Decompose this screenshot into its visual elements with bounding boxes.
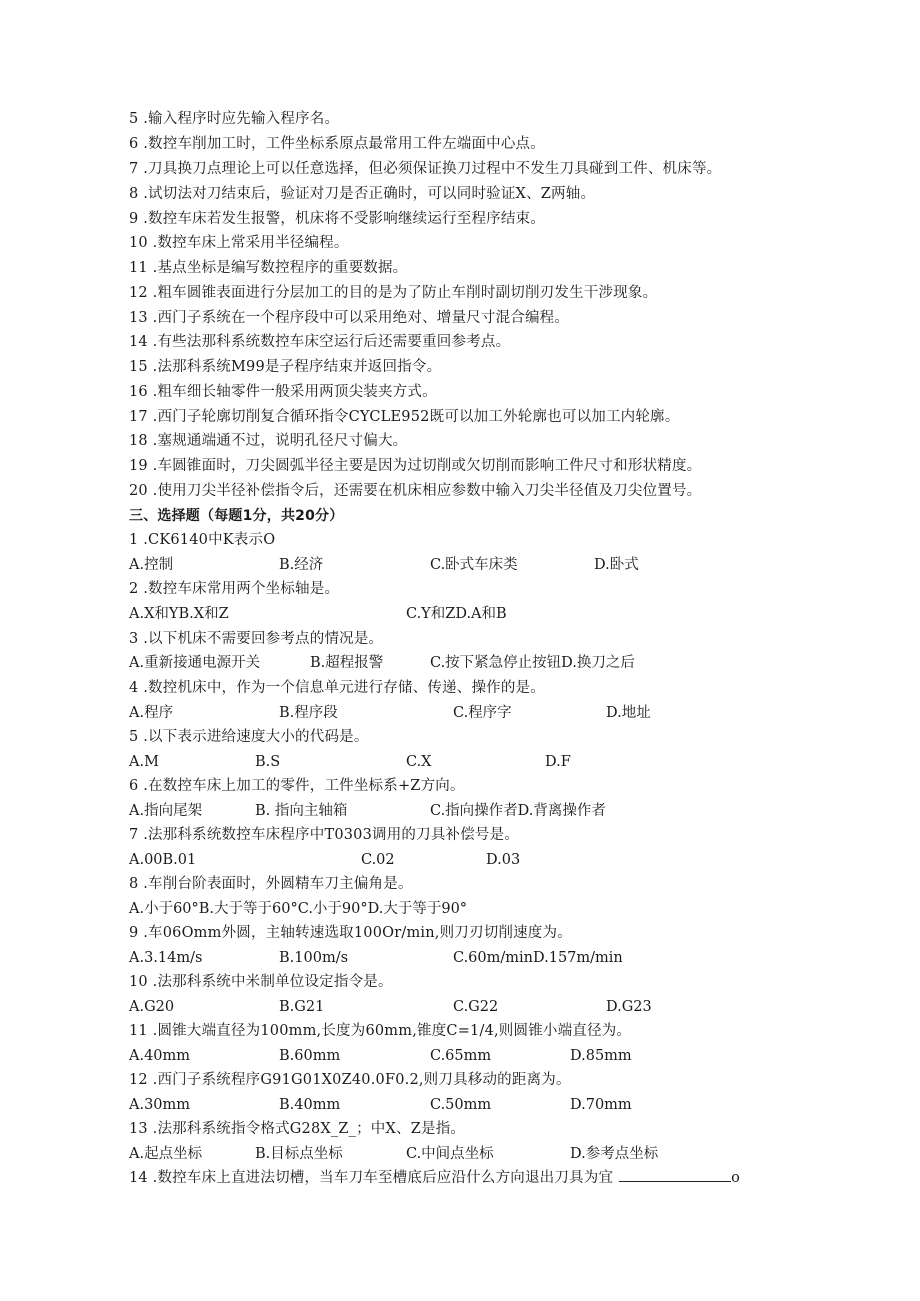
choice-option: A.重新接通电源开关: [129, 655, 261, 671]
judgement-item: 18 .塞规通端通不过，说明孔径尺寸偏大。: [129, 433, 408, 449]
choice-option: C.50mm: [430, 1097, 492, 1113]
judgement-item: 5 .输入程序时应先输入程序名。: [129, 111, 340, 127]
choice-option: C.指向操作者D.背离操作者: [430, 803, 606, 819]
question-tail: o: [731, 1170, 741, 1186]
choice-option: C.中间点坐标: [406, 1146, 494, 1162]
judgement-item: 7 .刀具换刀点理论上可以任意选择，但必须保证换刀过程中不发生刀具碰到工件、机床等。: [129, 161, 722, 177]
judgement-item: 10 .数控车床上常采用半径编程。: [129, 235, 349, 251]
choice-option: A.30mm: [129, 1097, 191, 1113]
question-text: 14 .数控车床上直进法切槽，当车刀车至槽底后应沿什么方向退出刀具为宜: [129, 1170, 614, 1186]
judgement-item: 8 .试切法对刀结束后，验证对刀是否正确时，可以同时验证X、Z两轴。: [129, 186, 596, 202]
choice-question: 1 .CK6140中K表示O: [129, 532, 276, 548]
choice-option: C.65mm: [430, 1048, 492, 1064]
choice-question: 4 .数控机床中，作为一个信息单元进行存储、传递、操作的是。: [129, 680, 545, 696]
choice-option: B.超程报警: [310, 655, 384, 671]
choice-question: 12 .西门子系统程序G91G01X0Z40.0F0.2,则刀具移动的距离为。: [129, 1072, 571, 1088]
choice-option: C.卧式车床类: [430, 557, 518, 573]
choice-option: D.G23: [606, 999, 652, 1015]
choice-option: D.卧式: [594, 557, 639, 573]
choice-option: B.40mm: [279, 1097, 341, 1113]
choice-option: A.小于60°B.大于等于60°C.小于90°D.大于等于90°: [129, 901, 468, 917]
choice-option: A.00B.01: [129, 852, 197, 868]
choice-question-last: [129, 1169, 740, 1187]
judgement-item: 13 .西门子系统在一个程序段中可以采用绝对、增量尺寸混合编程。: [129, 310, 570, 326]
judgement-item: 9 .数控车床若发生报警，机床将不受影响继续运行至程序结束。: [129, 211, 545, 227]
answer-blank[interactable]: [619, 1169, 731, 1182]
choice-question: 13 .法那科系统指令格式G28X_Z_；中X、Z是指。: [129, 1121, 466, 1137]
choice-option: A.M: [129, 754, 159, 770]
choice-question: 9 .车06Omm外圆，主轴转速选取100Or/min,则刀刃切削速度为。: [129, 925, 572, 941]
judgement-item: 16 .粗车细长轴零件一般采用两顶尖装夹方式。: [129, 384, 437, 400]
choice-option: C.X: [406, 754, 432, 770]
choice-option: A.控制: [129, 557, 174, 573]
section-title: 三、选择题（每题1分，共20分）: [129, 508, 344, 524]
choice-option: A.X和YB.X和Z: [129, 606, 229, 622]
choice-question: 6 .在数控车床上加工的零件，工件坐标系+Z方向。: [129, 778, 465, 794]
judgement-item: 6 .数控车削加工时，工件坐标系原点最常用工件左端面中心点。: [129, 136, 545, 152]
choice-option: C.02: [361, 852, 395, 868]
judgement-item: 15 .法那科系统M99是子程序结束并返回指令。: [129, 359, 442, 375]
choice-option: D.地址: [606, 705, 651, 721]
choice-option: C.按下紧急停止按钮D.换刀之后: [430, 655, 635, 671]
choice-question: 5 .以下表示进给速度大小的代码是。: [129, 729, 369, 745]
choice-option: B.程序段: [279, 705, 338, 721]
judgement-item: 14 .有些法那科系统数控车床空运行后还需要重回参考点。: [129, 334, 511, 350]
choice-option: C.60m/minD.157m/min: [453, 950, 623, 966]
choice-question: 8 .车削台阶表面时，外圆精车刀主偏角是。: [129, 876, 413, 892]
choice-question: 3 .以下机床不需要回参考点的情况是。: [129, 631, 384, 647]
choice-question: 11 .圆锥大端直径为100mm,长度为60mm,锥度C=1/4,则圆锥小端直径为。: [129, 1023, 632, 1039]
choice-option: A.指向尾架: [129, 803, 203, 819]
choice-option: D.70mm: [570, 1097, 632, 1113]
choice-option: B.60mm: [279, 1048, 341, 1064]
judgement-item: 12 .粗车圆锥表面进行分层加工的目的是为了防止车削时副切削刃发生干涉现象。: [129, 285, 658, 301]
choice-option: D.03: [486, 852, 521, 868]
choice-option: A.程序: [129, 705, 174, 721]
judgement-item: 17 .西门子轮廓切削复合循环指令CYCLE952既可以加工外轮廓也可以加工内轮廓。: [129, 409, 680, 425]
choice-option: C.G22: [453, 999, 499, 1015]
choice-option: D.F: [545, 754, 571, 770]
choice-question: 7 .法那科系统数控车床程序中T0303调用的刀具补偿号是。: [129, 827, 520, 843]
judgement-item: 20 .使用刀尖半径补偿指令后，还需要在机床相应参数中输入刀尖半径值及刀尖位置号。: [129, 483, 702, 499]
choice-option: B.经济: [279, 557, 324, 573]
choice-option: C.Y和ZD.A和B: [406, 606, 507, 622]
choice-question: 10 .法那科系统中米制单位设定指令是。: [129, 974, 393, 990]
choice-option: C.程序字: [453, 705, 512, 721]
choice-option: B.G21: [279, 999, 325, 1015]
choice-option: A.起点坐标: [129, 1146, 203, 1162]
judgement-item: 11 .基点坐标是编写数控程序的重要数据。: [129, 260, 408, 276]
judgement-item: 19 .车圆锥面时，刀尖圆弧半径主要是因为过切削或欠切削而影响工件尺寸和形状精度。: [129, 458, 702, 474]
choice-option: D.参考点坐标: [570, 1146, 659, 1162]
choice-option: B.S: [255, 754, 281, 770]
choice-option: A.G20: [129, 999, 175, 1015]
choice-option: B.目标点坐标: [255, 1146, 343, 1162]
choice-option: A.3.14m/s: [129, 950, 203, 966]
choice-option: B.100m/s: [279, 950, 349, 966]
choice-option: A.40mm: [129, 1048, 191, 1064]
choice-question: 2 .数控车床常用两个坐标轴是。: [129, 581, 340, 597]
choice-option: D.85mm: [570, 1048, 632, 1064]
choice-option: B. 指向主轴箱: [255, 803, 348, 819]
